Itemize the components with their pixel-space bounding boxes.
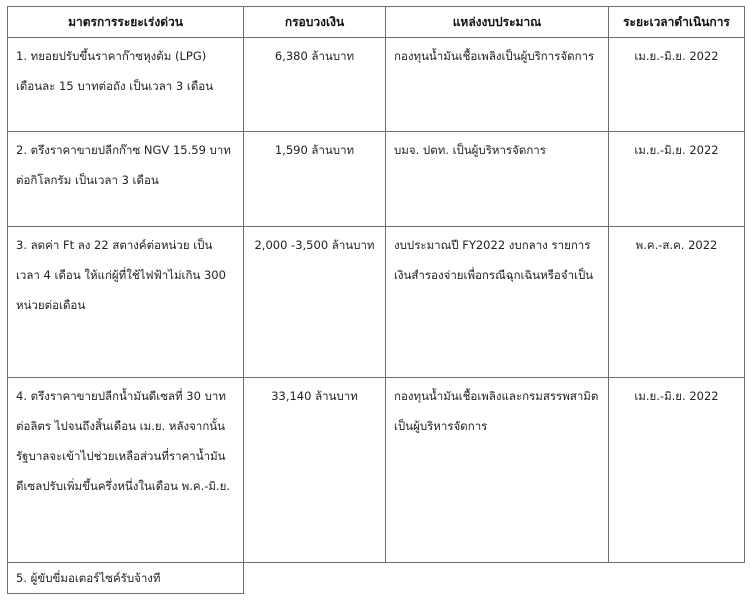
- period-cell: [609, 227, 745, 378]
- measure-text: 2. ตรึงราคาขายปลีกก๊าซ NGV 15.59 บาทต่อกิโลกรัม เป็นเวลา 3 เดือน: [16, 143, 231, 187]
- source-cell: [386, 227, 609, 378]
- measure-text: 1. ทยอยปรับขึ้นราคาก๊าซหุงต้ม (LPG) เดือนละ 15 บาทต่อถัง เป็นเวลา 3 เดือน: [16, 49, 214, 93]
- budget-cell: [244, 132, 386, 227]
- budget-text: 33,140 ล้านบาท: [271, 389, 358, 403]
- period-cell: [609, 38, 745, 132]
- measure-text: 3. ลดค่า Ft ลง 22 สตางค์ต่อหน่วย เป็นเวลา 4 เดือน ให้แก่ผู้ที่ใช้ไฟฟ้าไม่เกิน 300 หน่วยต่อเดือน: [16, 238, 226, 312]
- source-text: งบประมาณปี FY2022 งบกลาง รายการเงินสำรองจ่ายเพื่อกรณีฉุกเฉินหรือจำเป็น: [394, 238, 594, 282]
- measure-text: 5. ผู้ขับขี่มอเตอร์ไซค์รับจ้างที: [16, 571, 161, 585]
- measure-cell: [8, 38, 244, 132]
- source-cell: [386, 378, 609, 563]
- budget-cell: [244, 378, 386, 563]
- measures-table: [7, 6, 745, 594]
- budget-cell: [244, 227, 386, 378]
- table-header-row: [8, 7, 745, 38]
- measure-cell: [8, 378, 244, 563]
- header-measure: มาตรการระยะเร่งด่วน: [8, 7, 244, 38]
- budget-text: 6,380 ล้านบาท: [274, 49, 355, 63]
- header-budget: กรอบวงเงิน: [244, 7, 386, 38]
- table-row: [8, 132, 745, 227]
- period-text: เม.ย.-มิ.ย. 2022: [634, 49, 719, 63]
- period-cell: [609, 132, 745, 227]
- measure-cell: [8, 227, 244, 378]
- header-period: ระยะเวลาดำเนินการ: [609, 7, 745, 38]
- source-cell: [386, 132, 609, 227]
- header-source: แหล่งงบประมาณ: [386, 7, 609, 38]
- measure-cell: [8, 563, 244, 594]
- source-text: บมจ. ปตท. เป็นผู้บริหารจัดการ: [394, 143, 546, 157]
- period-text: พ.ค.-ส.ค. 2022: [635, 238, 718, 252]
- budget-text: 2,000 -3,500 ล้านบาท: [254, 238, 375, 252]
- table-row: [8, 227, 745, 378]
- table-row: [8, 38, 745, 132]
- source-text: กองทุนน้ำมันเชื้อเพลิงและกรมสรรพสามิตเป็นผู้บริหารจัดการ: [394, 389, 599, 433]
- source-cell: [386, 38, 609, 132]
- measure-text: 4. ตรึงราคาขายปลีกน้ำมันดีเซลที่ 30 บาทต่อลิตร ไปจนถึงสิ้นเดือน เม.ย. หลังจากนั้นรัฐบาลจะเข้าไปช่วยเหลือส่วนที่ราคาน้ำมันดีเซลปรับเพิ่มขึ้นครึ่งหนึ่งในเดือน พ.ค.-มิ.ย.: [16, 389, 231, 493]
- empty-area: [244, 563, 745, 594]
- budget-cell: [244, 38, 386, 132]
- source-text: กองทุนน้ำมันเชื้อเพลิงเป็นผู้บริการจัดการ: [394, 49, 595, 63]
- table-row: [8, 563, 745, 594]
- budget-text: 1,590 ล้านบาท: [274, 143, 355, 157]
- period-text: เม.ย.-มิ.ย. 2022: [634, 143, 719, 157]
- measure-cell: [8, 132, 244, 227]
- period-text: เม.ย.-มิ.ย. 2022: [634, 389, 719, 403]
- period-cell: [609, 378, 745, 563]
- table-row: [8, 378, 745, 563]
